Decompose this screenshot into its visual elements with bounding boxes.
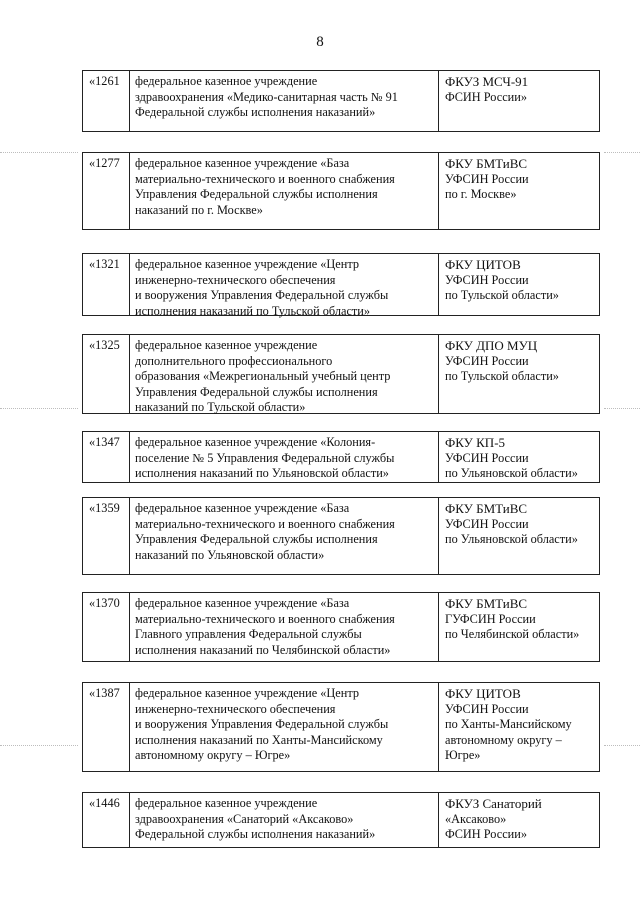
entry-abbreviation (439, 432, 599, 482)
abbreviation-line: ФКУЗ Санаторий (445, 796, 542, 811)
abbreviation-line: ФКУ БМТиВС (445, 501, 528, 516)
abbreviation-line: УФСИН России (445, 450, 529, 465)
entry-full-name (130, 254, 439, 318)
entry-code: «1261 (83, 71, 130, 131)
full-name-line: и вооружения Управления Федеральной службы (135, 717, 389, 732)
abbreviation-line: «Аксаково» (445, 811, 507, 826)
full-name-line: федеральное казенное учреждение (135, 796, 318, 810)
full-name-line: материально-технического и военного снабжения (135, 611, 395, 626)
abbreviation-line: по Челябинской области» (445, 627, 580, 642)
entry-full-name (130, 153, 439, 229)
full-name-line: автономному округу – Югре» (135, 748, 291, 763)
full-name-line: дополнительного профессионального (135, 353, 333, 368)
entry-abbreviation (439, 254, 599, 315)
entry-full-name (130, 498, 439, 574)
entry-full-name (130, 335, 439, 413)
full-name-line: федеральное казенное учреждение «База (135, 501, 350, 515)
entry-abbreviation (439, 153, 599, 229)
full-name-line: федеральное казенное учреждение «Колония- (135, 435, 376, 449)
full-name-line: материально-технического и военного снабжения (135, 171, 395, 186)
abbreviation-line: УФСИН России (445, 171, 529, 186)
table-row (82, 253, 600, 316)
full-name-line: поселение № 5 Управления Федеральной службы (135, 450, 395, 465)
abbreviation-line: ФКУ ДПО МУЦ (445, 338, 538, 353)
scan-artifact (604, 745, 640, 746)
page-number: 8 (316, 34, 324, 50)
full-name-line: Управления Федеральной службы исполнения (135, 532, 378, 547)
full-name-line: Федеральной службы исполнения наказаний» (135, 105, 376, 120)
abbreviation-line: УФСИН России (445, 701, 529, 716)
full-name-line: федеральное казенное учреждение (135, 338, 318, 352)
abbreviation-line: ФКУЗ МСЧ-91 (445, 74, 529, 89)
abbreviation-line: по Тульской области» (445, 288, 559, 303)
entry-abbreviation (439, 498, 599, 574)
entry-code: «1370 (83, 593, 130, 661)
abbreviation-line: ФСИН России» (445, 827, 527, 842)
scan-artifact (0, 152, 78, 153)
abbreviation-line: ФКУ ЦИТОВ (445, 257, 521, 272)
abbreviation-line: УФСИН России (445, 272, 529, 287)
abbreviation-line: Югре» (445, 748, 481, 763)
abbreviation-line: УФСИН России (445, 516, 529, 531)
full-name-line: здравоохранения «Санаторий «Аксаково» (135, 811, 354, 826)
table-row (82, 792, 600, 848)
entry-abbreviation (439, 335, 599, 413)
entry-full-name (130, 71, 439, 131)
entry-code: «1359 (83, 498, 130, 574)
abbreviation-line: по Тульской области» (445, 369, 559, 384)
entry-code: «1325 (83, 335, 130, 413)
full-name-line: федеральное казенное учреждение «Центр (135, 686, 359, 700)
abbreviation-line: ФКУ БМТиВС (445, 596, 528, 611)
full-name-line: инженерно-технического обеспечения (135, 272, 336, 287)
abbreviation-line: УФСИН России (445, 353, 529, 368)
entry-abbreviation (439, 793, 599, 847)
entry-full-name (130, 432, 439, 482)
abbreviation-line: по Ульяновской области» (445, 466, 578, 481)
full-name-line: федеральное казенное учреждение «База (135, 596, 350, 610)
full-name-line: и вооружения Управления Федеральной службы (135, 288, 389, 303)
scan-artifact (604, 408, 640, 409)
abbreviation-line: ГУФСИН России (445, 611, 536, 626)
full-name-line: исполнения наказаний по Ульяновской области» (135, 466, 389, 481)
abbreviation-line: по Ханты-Мансийскому (445, 717, 572, 732)
full-name-line: исполнения наказаний по Тульской области» (135, 303, 371, 318)
full-name-line: образования «Межрегиональный учебный центр (135, 369, 391, 384)
entry-code: «1446 (83, 793, 130, 847)
table-row (82, 152, 600, 230)
full-name-line: наказаний по г. Москве» (135, 202, 263, 217)
abbreviation-line: ФКУ КП-5 (445, 435, 506, 450)
abbreviation-line: автономному округу – (445, 732, 562, 747)
entry-abbreviation (439, 593, 599, 661)
full-name-line: Управления Федеральной службы исполнения (135, 384, 378, 399)
full-name-line: Управления Федеральной службы исполнения (135, 187, 378, 202)
full-name-line: наказаний по Ульяновской области» (135, 547, 325, 562)
full-name-line: Главного управления Федеральной службы (135, 627, 362, 642)
entry-code: «1321 (83, 254, 130, 315)
abbreviation-line: по г. Москве» (445, 187, 517, 202)
entry-abbreviation (439, 71, 599, 131)
full-name-line: материально-технического и военного снабжения (135, 516, 395, 531)
full-name-line: федеральное казенное учреждение (135, 74, 318, 88)
full-name-line: исполнения наказаний по Ханты-Мансийскому (135, 732, 383, 747)
full-name-line: здравоохранения «Медико-санитарная часть № 91 (135, 89, 398, 104)
abbreviation-line: ФКУ БМТиВС (445, 156, 528, 171)
table-row (82, 682, 600, 772)
scan-artifact (604, 152, 640, 153)
full-name-line: наказаний по Тульской области» (135, 400, 306, 415)
entry-abbreviation (439, 683, 599, 771)
table-row (82, 431, 600, 483)
scan-artifact (0, 408, 78, 409)
entry-full-name (130, 683, 439, 771)
full-name-line: инженерно-технического обеспечения (135, 701, 336, 716)
table-row (82, 334, 600, 414)
entry-full-name (130, 793, 439, 847)
scan-artifact (0, 745, 78, 746)
table-row (82, 592, 600, 662)
table-row (82, 70, 600, 132)
entry-full-name (130, 593, 439, 661)
full-name-line: Федеральной службы исполнения наказаний» (135, 827, 376, 842)
abbreviation-line: по Ульяновской области» (445, 532, 578, 547)
abbreviation-line: ФСИН России» (445, 89, 527, 104)
full-name-line: федеральное казенное учреждение «База (135, 156, 350, 170)
full-name-line: федеральное казенное учреждение «Центр (135, 257, 359, 271)
abbreviation-line: ФКУ ЦИТОВ (445, 686, 521, 701)
table-row (82, 497, 600, 575)
entry-code: «1387 (83, 683, 130, 771)
entry-code: «1277 (83, 153, 130, 229)
full-name-line: исполнения наказаний по Челябинской области» (135, 642, 391, 657)
entry-code: «1347 (83, 432, 130, 482)
